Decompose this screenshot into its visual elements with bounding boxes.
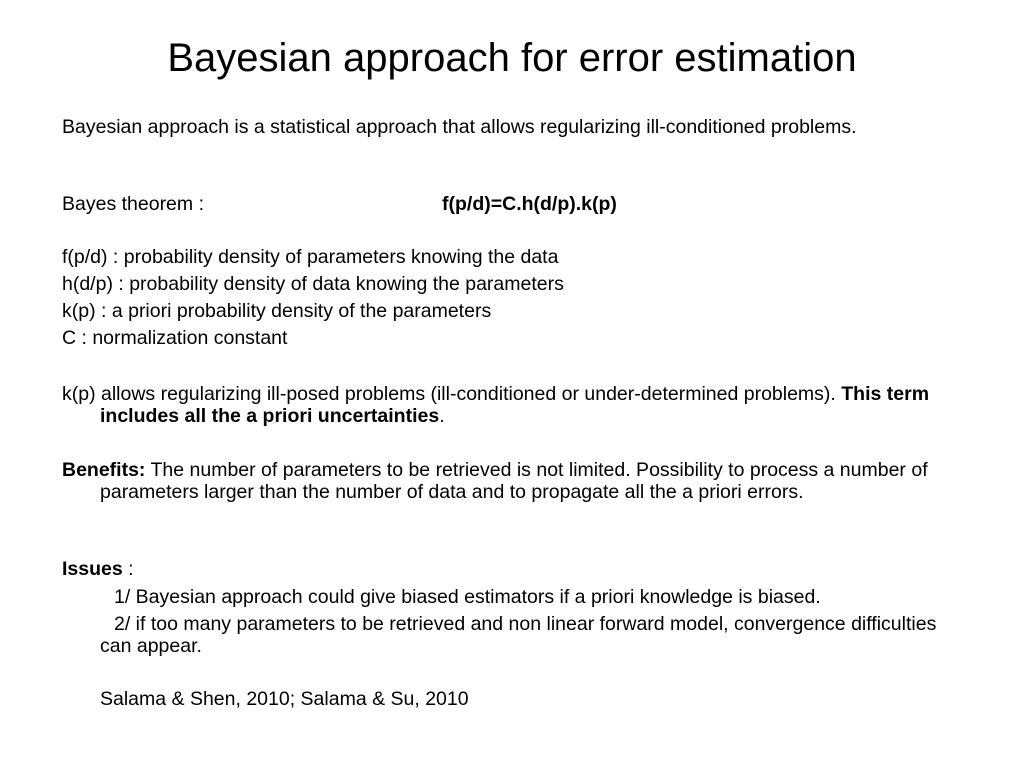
kp-text: k(p) allows regularizing ill-posed problems (ill-conditioned or under-determined problems). xyxy=(62,383,842,405)
kp-bold-text: This term includes all the a priori uncertainties xyxy=(100,383,930,427)
theorem-label: Bayes theorem : xyxy=(62,193,204,215)
kp-end: . xyxy=(439,405,445,427)
issue-item-1: 1/ Bayesian approach could give biased estimators if a priori knowledge is biased. xyxy=(114,586,821,608)
benefits-label: Benefits: xyxy=(62,459,146,481)
benefits-paragraph xyxy=(62,459,1000,503)
definition-item: h(d/p) : probability density of data knowing the parameters xyxy=(62,273,564,295)
intro-paragraph: Bayesian approach is a statistical approach that allows regularizing ill-conditioned problems. xyxy=(62,116,857,138)
reference-line: Salama & Shen, 2010; Salama & Su, 2010 xyxy=(100,688,469,710)
definition-item: f(p/d) : probability density of parameters knowing the data xyxy=(62,246,559,268)
issues-colon: : xyxy=(122,558,134,580)
bayes-theorem-line xyxy=(62,193,962,215)
issue-2-text: 2/ if too many parameters to be retrieved and non linear forward model, convergence difficulties can appear. xyxy=(100,613,937,657)
kp-paragraph xyxy=(62,383,1000,427)
slide-title: Bayesian approach for error estimation xyxy=(167,36,857,80)
issue-item-2 xyxy=(62,613,962,657)
issues-heading xyxy=(62,558,962,580)
benefits-text: The number of parameters to be retrieved is not limited. Possibility to process a number of parameters larger than the number of data and to propagate all the a priori errors. xyxy=(100,459,928,503)
theorem-formula: f(p/d)=C.h(d/p).k(p) xyxy=(442,193,617,215)
issues-label: Issues xyxy=(62,558,123,580)
definitions-list xyxy=(62,246,962,354)
definition-item: k(p) : a priori probability density of the parameters xyxy=(62,300,492,322)
definition-item: C : normalization constant xyxy=(62,327,288,349)
